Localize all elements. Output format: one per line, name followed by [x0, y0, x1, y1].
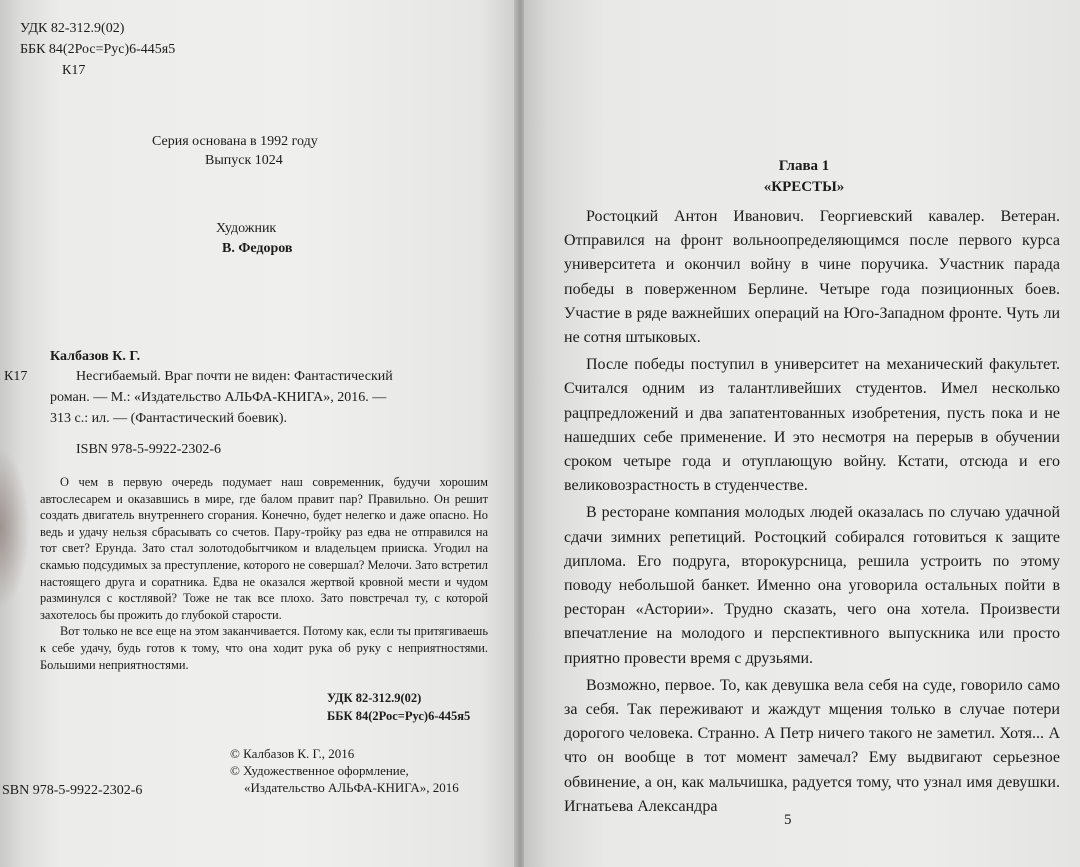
artist-name: В. Федоров [222, 241, 293, 256]
text-paragraph: Возможно, первое. То, как девушка вела себя на суде, говорило само за себя. Так переживают и жаждут мщения только в случае потери дорогого человека. Странно. А Петр ничего такого не заметил. Хотя... А что он вообще в тот момент замечал? Ему выдвигают серьезное обвинение, а он, как мальчишка, радуется тому, что узнал имя девушки. Игнатьева Александра [564, 676, 1060, 815]
bibliographic-line-2: роман. — М.: «Издательство АЛЬФА-КНИГА», 2016. — [50, 390, 387, 405]
right-page [524, 0, 1080, 867]
bbk-code-bottom: ББК 84(2Рос=Рус)6-445я5 [327, 709, 471, 723]
text-paragraph: В ресторане компания молодых людей оказалась по случаю удачной сдачи зимних репетиций. Ростоцкий собирался готовиться к защите диплома. Его подруга, второкурсница, решила устроить по этому поводу небольшой банкет. Именно она уговорила остальных пойти в ресторан «Астории». Трудно сказать, чего она хотела. Произвести впечатление на молодого и перспективного выпускника или просто приятно провести время с друзьями. [564, 504, 1060, 667]
author-mark: К17 [62, 63, 86, 78]
series-founded: Серия основана в 1992 году [152, 134, 318, 149]
copyright-publisher: «Издательство АЛЬФА-КНИГА», 2016 [244, 780, 459, 795]
artist-label: Художник [216, 221, 277, 236]
copyright-author: © Калбазов К. Г., 2016 [230, 746, 355, 761]
isbn-bottom: SBN 978-5-9922-2302-6 [2, 783, 143, 798]
series-issue: Выпуск 1024 [205, 153, 283, 168]
udk-code: УДК 82-312.9(02) [20, 21, 125, 36]
bibliographic-line-1: Несгибаемый. Враг почти не виден: Фантастический [76, 369, 393, 384]
udk-code-bottom: УДК 82-312.9(02) [327, 691, 422, 705]
isbn: ISBN 978-5-9922-2302-6 [76, 442, 222, 457]
bbk-code: ББК 84(2Рос=Рус)6-445я5 [20, 42, 176, 57]
author-mark-side: К17 [4, 369, 28, 384]
chapter-title: «КРЕСТЫ» [763, 179, 845, 195]
thumb-shadow [0, 448, 30, 608]
chapter-number: Глава 1 [778, 158, 830, 174]
bibliographic-line-3: 313 с.: ил. — (Фантастический боевик). [50, 411, 288, 426]
author-heading: Калбазов К. Г. [50, 349, 141, 364]
annotation-paragraph: Вот только не все еще на этом заканчивается. Потому как, если ты притягиваешь к себе удачу, будь готов к тому, что она ходит рука об руку с неприятностями. Большими неприятностями. [40, 624, 488, 672]
copyright-design: © Художественное оформление, [230, 763, 409, 778]
text-paragraph: После победы поступил в университет на механический факультет. Считался одним из талантливейших студентов. Имел несколько рацпредложений и два запатентованных изобретения, пусть пока и не нашедших себе применение. И это несмотря на перерыв в обучении сроком четыре года и отуплающую войну. Кстати, отсюда и его великовозрастность в студенчестве. [564, 356, 1060, 495]
chapter-text [564, 205, 1060, 819]
page-number: 5 [784, 812, 792, 828]
text-paragraph: Ростоцкий Антон Иванович. Георгиевский кавалер. Ветеран. Отправился на фронт вольноопределяющимся после первого курса университета и окончил войну в чине поручика. Участник парада победы в поверженном Берлине. Четыре года позиционных боев. Участие в ряде важнейших операций на Юго-Западном фронте. Чуть ли не сотня штыковых. [564, 208, 1060, 347]
annotation-paragraph: О чем в первую очередь подумает наш современник, будучи хорошим автослесарем и оказавшись в мире, где балом правит пар? Правильно. Он решит создать двигатель внутреннего сгорания. Конечно, будет нелегко и даже опасно. Но ведь и удачу нельзя сбрасывать со счетов. Пару-тройку раз едва не отправился на тот свет? Ерунда. Зато стал золотодобытчиком и владельцем прииска. Угодил на скамью подсудимых за преступление, которого не совершал? Мелочи. Зато встретил настоящего друга и соратника. Едва не оказался жертвой кровной мести и чудом разминулся с костлявой? Тоже не так все плохо. Зато повстречал ту, с которой захотелось бы прожить до глубокой старости. [40, 475, 488, 622]
annotation [40, 474, 488, 673]
left-page [0, 0, 516, 867]
